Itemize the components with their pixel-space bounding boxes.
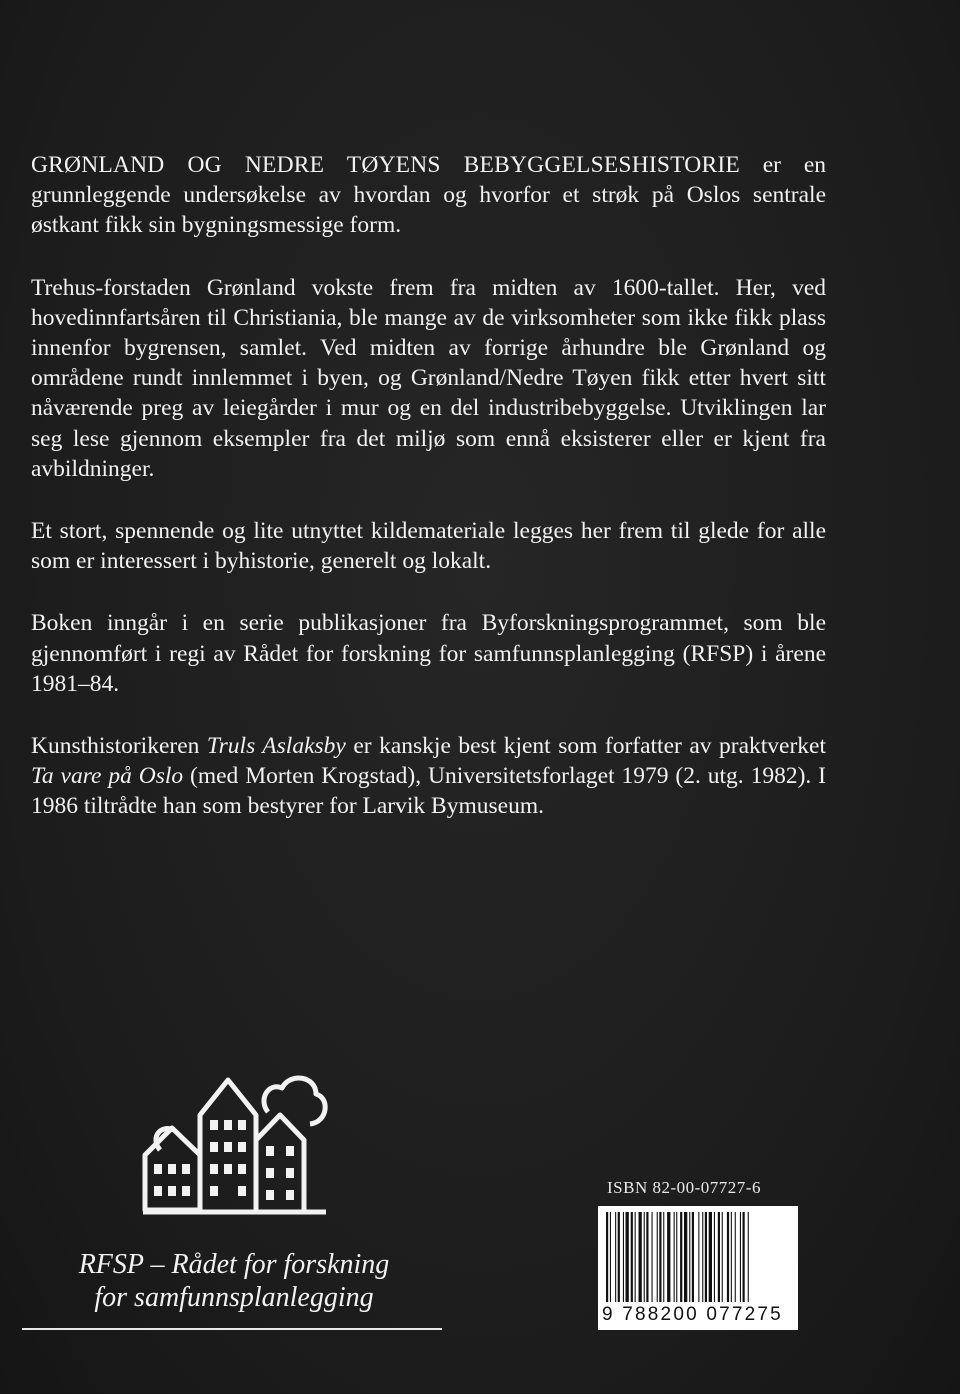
barcode-bar bbox=[610, 1212, 611, 1302]
intro-text: er en grunnleggende undersøkelse av hvordan og hvorfor et strøk på Oslos sentrale østkant fikk sin bygningsmessige form. bbox=[31, 152, 827, 239]
publisher-underline bbox=[22, 1328, 442, 1330]
barcode-bar bbox=[718, 1212, 720, 1302]
city-buildings-trees-logo-icon bbox=[140, 1060, 330, 1220]
book-title: GRØNLAND OG NEDRE TØYENS BEBYGGELSESHISTORIE bbox=[31, 152, 740, 178]
barcode-bar bbox=[644, 1212, 645, 1302]
blurb-text bbox=[31, 150, 826, 854]
barcode-bar bbox=[692, 1212, 694, 1302]
barcode-bar bbox=[606, 1212, 608, 1302]
barcode-bar bbox=[727, 1212, 729, 1302]
barcode-bar bbox=[714, 1212, 715, 1302]
author-text-b: er kanskje best kjent som forfatter av praktverket bbox=[345, 733, 827, 760]
barcode-bar bbox=[709, 1212, 712, 1302]
barcode-bar bbox=[635, 1212, 636, 1302]
barcode-bar bbox=[667, 1212, 670, 1302]
barcode-bar bbox=[743, 1212, 745, 1302]
barcode-bar bbox=[748, 1212, 749, 1302]
barcode-digits: 9 788200 077275 bbox=[602, 1304, 783, 1325]
barcode-bar bbox=[659, 1212, 661, 1302]
barcode-bar bbox=[676, 1212, 677, 1302]
barcode-bar bbox=[674, 1212, 675, 1302]
author-text-a: Kunsthistorikeren bbox=[31, 733, 207, 760]
barcode-bar bbox=[702, 1212, 703, 1302]
barcode-bar bbox=[735, 1212, 736, 1302]
barcode-bar bbox=[740, 1212, 741, 1302]
barcode-bar bbox=[618, 1212, 620, 1302]
blurb-paragraph-sources: Et stort, spennende og lite utnyttet kildemateriale legges her frem til glede for alle som er interessert i byhistorie, generelt og lokalt. bbox=[31, 518, 826, 575]
barcode-bar bbox=[680, 1212, 682, 1302]
blurb-paragraph-author bbox=[31, 731, 826, 822]
book-work-title: Ta vare på Oslo bbox=[31, 763, 184, 790]
blurb-paragraph-series: Boken inngår i en serie publikasjoner fra Byforskningsprogrammet, som ble gjennomført i regi av Rådet for forskning for samfunnsplanlegging (RFSP) i årene 1981–84. bbox=[31, 610, 826, 697]
barcode-bar bbox=[698, 1212, 699, 1302]
barcode-bar bbox=[731, 1212, 732, 1302]
isbn-barcode bbox=[598, 1206, 798, 1330]
barcode-bar bbox=[722, 1212, 723, 1302]
barcode-bar bbox=[639, 1212, 642, 1302]
barcode-bar bbox=[705, 1212, 707, 1302]
publisher-name bbox=[24, 1248, 444, 1314]
blurb-paragraph-intro bbox=[31, 150, 826, 241]
barcode-bar bbox=[684, 1212, 687, 1302]
author-text-c: (med Morten Krogstad), Universitetsforlaget 1979 (2. utg. 1982). I 1986 tiltrådte han som bestyrer for Larvik Bymuseum. bbox=[31, 763, 826, 820]
author-name: Truls Aslaksby bbox=[206, 733, 346, 760]
barcode-bar bbox=[631, 1212, 633, 1302]
barcode-bar bbox=[646, 1212, 648, 1302]
publisher-line-2: for samfunnsplanlegging bbox=[94, 1282, 374, 1313]
blurb-paragraph-history: Trehus-forstaden Grønland vokste frem fra midten av 1600-tallet. Her, ved hovedinnfartsåren til Christiania, ble mange av de virksomheter som ikke fikk plass innenfor bygrensen, samlet. Ved midten av forrige århundre ble Grønland og områdene rundt innlemmet i byen, og Grønland/Nedre Tøyen fikk etter hvert sitt nåværende preg av leiegårder i mur og en del industribebyggelse. Utviklingen lar seg lese gjennom eksempler fra det miljø som ennå eksisterer eller er kjent fra avbildninger. bbox=[31, 274, 826, 482]
barcode-bar bbox=[663, 1212, 664, 1302]
barcode-bar bbox=[652, 1212, 653, 1302]
barcode-bar bbox=[657, 1212, 658, 1302]
publisher-line-1: RFSP – Rådet for forskning bbox=[78, 1249, 390, 1280]
barcode-bar bbox=[626, 1212, 629, 1302]
barcode-bar bbox=[615, 1212, 616, 1302]
barcode-bar bbox=[689, 1212, 690, 1302]
barcode-bar bbox=[623, 1212, 624, 1302]
isbn-label: ISBN 82-00-07727-6 bbox=[607, 1178, 761, 1197]
